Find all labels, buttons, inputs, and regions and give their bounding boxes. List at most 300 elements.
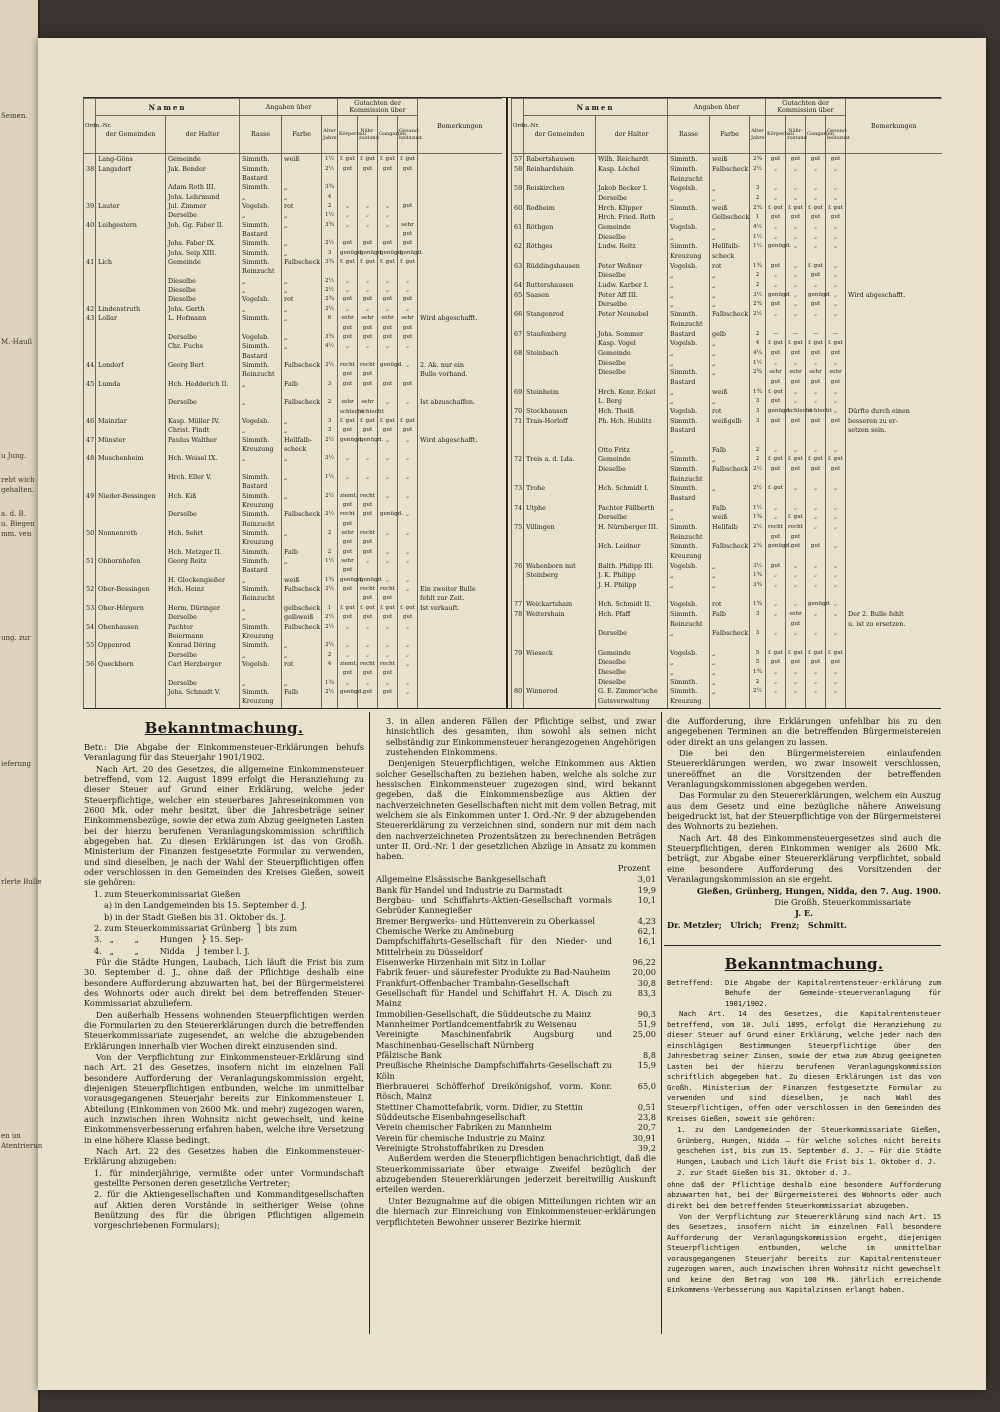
cell-koerperbau: gut [766, 214, 786, 224]
cell-halter: H. Glockengießer [166, 577, 240, 586]
cell-rasse: „ [668, 292, 710, 302]
cell-gemeinde: Ober-Hörgern [96, 605, 166, 614]
cell-ord: 57 [512, 154, 524, 167]
cell-gemeinde: Londorf [96, 362, 166, 371]
table-row [512, 224, 942, 234]
cell-koerperbau [338, 446, 358, 455]
cell-halter: L. Hofmann [166, 315, 240, 324]
cell-rasse: Simmth. [668, 154, 710, 167]
notice1-para-9: die Aufforderung, ihre Erklärungen unfehlbar bis zu den angegebenen Terminen an die betreffenden Bürgermeistereien oder direkt an uns gelangen zu lassen. [667, 716, 941, 747]
cell-gangarten: „ [378, 203, 398, 212]
cell-halter: Hch. Pfaff [596, 611, 668, 621]
company-rate-row [376, 978, 656, 988]
cell-gemeinde [96, 670, 166, 679]
cell-gesundheit [826, 176, 846, 186]
cell-farbe: „ [282, 455, 322, 464]
cell-alter: 2½ [322, 306, 338, 315]
cell-alter [322, 502, 338, 511]
cell-halter: Hch. Weisel IX. [166, 455, 240, 464]
cell-bemerkung: Wird abgeschafft. [418, 315, 502, 324]
cell-rasse: Reinzucht [668, 621, 710, 631]
cell-ord: 69 [512, 389, 524, 399]
cell-halter: Jakob Becker I. [596, 185, 668, 195]
cell-gemeinde: Trohe [524, 485, 596, 495]
cell-gesundheit: sehr [398, 222, 418, 231]
table-row [84, 259, 502, 268]
margin-fragment: gehalten. [1, 486, 35, 494]
cell-alter: 3 [750, 185, 766, 195]
cell-gesundheit: „ [826, 234, 846, 244]
cell-ord: 71 [512, 418, 524, 428]
table-row [512, 311, 942, 321]
cell-rasse: Bastard [668, 427, 710, 437]
cell-alter: 2 [322, 203, 338, 212]
cell-alter: 1½ [322, 154, 338, 166]
cell-gesundheit: gut [826, 466, 846, 476]
company-percent: 15,9 [637, 1060, 656, 1071]
cell-gangarten: gut [806, 301, 826, 311]
cell-halter: Gemeinde [596, 350, 668, 360]
cell-alter: 2¾ [750, 154, 766, 167]
cell-gangarten: recht [378, 586, 398, 595]
cell-halter: Gemeinde [596, 650, 668, 660]
cell-gangarten: „ [806, 447, 826, 457]
cell-gangarten: „ [806, 195, 826, 205]
table-row [512, 389, 942, 399]
cell-gangarten: „ [806, 360, 826, 370]
cell-gemeinde: Wieseck [524, 650, 596, 660]
cell-gemeinde: Münster [96, 437, 166, 446]
company-rate-row [376, 1019, 656, 1029]
table-row [512, 437, 942, 447]
cell-alter: 3½ [750, 292, 766, 302]
cell-farbe: Hellfalb- [710, 243, 750, 253]
cell-farbe [710, 553, 750, 563]
cell-farbe: Falbscheck [282, 259, 322, 268]
cell-naehrzustand: — [786, 331, 806, 341]
table-row [84, 689, 502, 698]
cell-naehrzustand: genügd. [358, 577, 378, 586]
table-row [512, 592, 942, 602]
cell-naehrzustand [358, 446, 378, 455]
cell-alter: 2½ [750, 311, 766, 321]
cell-rasse: Simmth. [240, 240, 282, 249]
cell-koerperbau: „ [338, 680, 358, 689]
cell-naehrzustand: f. gut [786, 205, 806, 215]
cell-alter [750, 321, 766, 331]
cell-halter: Otto Fritz [596, 447, 668, 457]
cell-koerperbau [338, 184, 358, 193]
cell-gesundheit: „ [398, 586, 418, 595]
cell-gangarten: gut [806, 154, 826, 167]
cell-koerperbau: gut [338, 539, 358, 548]
cell-gemeinde: Utphe [524, 505, 596, 515]
cell-naehrzustand: „ [786, 185, 806, 195]
cell-rasse: Kreuzung [668, 698, 710, 708]
cell-ord [84, 567, 96, 576]
cell-gesundheit: f. gut [826, 456, 846, 466]
cell-gemeinde: Staufenberg [524, 331, 596, 341]
cell-farbe: rot [710, 263, 750, 273]
cell-gemeinde: Röthges [524, 243, 596, 253]
cell-koerperbau: sehr [338, 558, 358, 567]
cell-gemeinde [96, 175, 166, 184]
cell-halter: Johs. Sommer [596, 331, 668, 341]
cell-halter: Dieselbe [166, 278, 240, 287]
cell-bemerkung [846, 485, 942, 495]
cell-farbe: rot [282, 661, 322, 670]
cell-gemeinde: Lindenstruth [96, 306, 166, 315]
cell-koerperbau: f. gut [766, 456, 786, 466]
cell-koerperbau [338, 268, 358, 277]
cell-bemerkung [846, 534, 942, 544]
cell-rasse: Simmth. [240, 250, 282, 259]
cell-halter: Johs. Faber IX. [166, 240, 240, 249]
cell-gesundheit: „ [398, 362, 418, 371]
cell-alter: 1 [322, 605, 338, 614]
cell-ord [512, 630, 524, 640]
cell-rasse: Simmth. [668, 369, 710, 379]
cell-rasse: Bastard [240, 483, 282, 492]
cell-farbe: „ [282, 343, 322, 352]
cell-gangarten: „ [806, 243, 826, 253]
cell-alter: 3¾ [322, 334, 338, 343]
company-rate-row [376, 895, 656, 916]
cell-koerperbau: f. gut [338, 259, 358, 268]
cell-gangarten: gut [806, 659, 826, 669]
cell-gesundheit: „ [826, 301, 846, 311]
cell-farbe: Falb [282, 381, 322, 390]
cell-alter: 3 [322, 250, 338, 259]
cell-koerperbau [338, 595, 358, 604]
cell-bemerkung [846, 679, 942, 689]
cell-rasse: „ [668, 350, 710, 360]
cell-farbe: „ [710, 659, 750, 669]
cell-gesundheit: „ [826, 292, 846, 302]
cell-gemeinde: Röthgen [524, 224, 596, 234]
cell-alter: 4½ [322, 343, 338, 352]
cell-gangarten: genügd. [378, 511, 398, 520]
notice2-column [667, 952, 941, 1297]
cell-ord: 52 [84, 586, 96, 595]
cell-ord [512, 572, 524, 582]
col-bemerkungen: Bemerkungen [846, 99, 942, 154]
cell-gesundheit: „ [398, 306, 418, 315]
company-percent: 39,2 [637, 1143, 656, 1154]
cell-koerperbau [766, 437, 786, 447]
table-row [84, 624, 502, 633]
cell-ord [84, 231, 96, 240]
cell-alter: 3 [322, 418, 338, 427]
cell-bemerkung [418, 175, 502, 184]
cell-gesundheit [398, 194, 418, 203]
cell-gangarten: f. gut [806, 205, 826, 215]
table-row [84, 399, 502, 408]
cell-gangarten: „ [378, 306, 398, 315]
cell-rasse: Reinzucht [240, 595, 282, 604]
table-row [512, 698, 942, 708]
cell-bemerkung [418, 154, 502, 166]
cell-gesundheit [398, 567, 418, 576]
cell-farbe: weiß [710, 154, 750, 167]
table-row [512, 640, 942, 650]
cell-koerperbau [338, 194, 358, 203]
cell-gemeinde [96, 240, 166, 249]
cell-rasse: Vogelsb. [668, 408, 710, 418]
cell-farbe: rot [282, 296, 322, 305]
cell-gesundheit: „ [398, 437, 418, 446]
cell-gesundheit: f. gut [826, 340, 846, 350]
cell-gangarten [806, 427, 826, 437]
cell-ord: 60 [512, 205, 524, 215]
cell-gangarten [806, 176, 826, 186]
cell-naehrzustand: „ [786, 389, 806, 399]
cell-bemerkung [846, 698, 942, 708]
cell-farbe [282, 633, 322, 642]
cell-bemerkung [418, 381, 502, 390]
cell-gangarten: „ [378, 530, 398, 539]
cell-gangarten: „ [806, 485, 826, 495]
cell-gesundheit [826, 321, 846, 331]
cell-alter: 2¾ [750, 301, 766, 311]
cell-farbe: „ [282, 240, 322, 249]
cell-farbe: „ [710, 650, 750, 660]
cell-rasse: „ [668, 389, 710, 399]
cell-gemeinde: Ruttershausen [524, 282, 596, 292]
notice1-para-7: Außerdem werden die Steuerpflichtigen benachrichtigt, daß die Steuerkommissariate über etwaige Zweifel bezüglich der abzugebenden Steuererklärungen jederzeit bereitwillig Auskunft erteilen werden. [376, 1153, 656, 1195]
cell-naehrzustand: „ [786, 311, 806, 321]
cell-ord: 59 [512, 185, 524, 195]
cell-naehrzustand: „ [358, 212, 378, 221]
cell-gemeinde [524, 630, 596, 640]
table-row [512, 476, 942, 486]
cell-farbe: Falb [282, 689, 322, 698]
col-koerperbau: Körperbau [338, 116, 358, 154]
notice1-para-3: Den außerhalb Hessens wohnenden Steuerpflichtigen werden die Formularien zu den Steuererklärungen durch die betreffenden Steuerkommissariate zugesendet, an welche die abzugebenden Erklärungen innerhalb vier Wochen direkt einzusenden sind. [84, 1009, 364, 1051]
cell-alter: 1½ [750, 505, 766, 515]
cell-naehrzustand: recht [358, 362, 378, 371]
cell-farbe: „ [282, 287, 322, 296]
cell-naehrzustand: „ [786, 243, 806, 253]
cell-gangarten: „ [806, 582, 826, 592]
cell-alter: 2 [750, 456, 766, 466]
cell-alter: 2½ [750, 166, 766, 176]
cell-bemerkung [418, 530, 502, 539]
cell-alter [750, 427, 766, 437]
cell-farbe: weiß [710, 514, 750, 524]
cell-gemeinde [96, 287, 166, 296]
cell-alter: 1½ [322, 474, 338, 483]
margin-fragment: ung. zur [1, 634, 31, 642]
table-row [512, 292, 942, 302]
cell-gesundheit: „ [398, 661, 418, 670]
notice-separator [664, 945, 941, 946]
cell-naehrzustand [358, 184, 378, 193]
cell-rasse: Simmth. [240, 586, 282, 595]
cell-farbe: „ [282, 194, 322, 203]
cell-koerperbau: recht [338, 511, 358, 520]
cell-naehrzustand: gut [358, 334, 378, 343]
company-name: Süddeutsche Eisenbahngesellschaft [376, 1112, 526, 1123]
cell-gesundheit: gut [826, 379, 846, 389]
cell-bemerkung [846, 630, 942, 640]
cell-farbe: Falbscheck [710, 166, 750, 176]
cell-gangarten: „ [806, 398, 826, 408]
cell-alter [322, 446, 338, 455]
cell-alter: 3 [750, 418, 766, 428]
notice1-title: Bekanntmachung. [144, 719, 304, 737]
cell-halter: Johs. Schmidt V. [166, 689, 240, 698]
cell-gesundheit: „ [398, 399, 418, 408]
table-row [84, 175, 502, 184]
cell-koerperbau: genügd. [338, 437, 358, 446]
cell-gesundheit [826, 698, 846, 708]
cell-alter: 3¾ [322, 259, 338, 268]
cell-alter: 2¾ [322, 296, 338, 305]
cell-gesundheit: „ [826, 611, 846, 621]
cell-koerperbau: „ [338, 278, 358, 287]
cell-koerperbau: „ [338, 212, 358, 221]
table-row [512, 543, 942, 553]
cell-farbe [282, 175, 322, 184]
cell-ord [512, 466, 524, 476]
cell-bemerkung [846, 563, 942, 573]
cell-gangarten [378, 268, 398, 277]
cell-gangarten: „ [806, 185, 826, 195]
cell-gesundheit [398, 502, 418, 511]
table-row [512, 679, 942, 689]
cell-ord [512, 621, 524, 631]
notice1-subject: Betr.: Die Abgabe der Einkommensteuer-Erklärungen behufs Veranlagung für das Steuerjahr 1901/1902. [84, 742, 364, 763]
cell-alter [322, 483, 338, 492]
cell-rasse: Simmth. [240, 558, 282, 567]
cell-bemerkung [418, 343, 502, 352]
cell-koerperbau: recht [338, 362, 358, 371]
notice2-title: Bekanntmachung. [724, 955, 884, 973]
cell-farbe: Falbscheck [710, 311, 750, 321]
cell-rasse: Simmth. [240, 689, 282, 698]
cell-bemerkung [846, 592, 942, 602]
cell-naehrzustand: „ [358, 558, 378, 567]
table-row [512, 427, 942, 437]
cell-gangarten [806, 534, 826, 544]
cell-farbe: „ [710, 350, 750, 360]
cell-naehrzustand: recht [786, 524, 806, 534]
cell-koerperbau: f. gut [338, 154, 358, 166]
cell-alter: 2 [322, 399, 338, 408]
cell-gemeinde [524, 534, 596, 544]
cell-farbe: „ [282, 306, 322, 315]
notice1-para-12: Nach Art. 48 des Einkommensteuergesetzes sind auch die Steuerpflichtigen, deren Einkommen weniger als 2600 Mk. beträgt, zur Abgabe einer Steuererklärung verpflichtet, sobald eine besondere Aufforderung des Vorsitzenden der Veranlagungskommission an sie ergeht. [667, 832, 941, 885]
company-percent: 51,9 [637, 1018, 656, 1029]
cell-naehrzustand: „ [786, 688, 806, 698]
cell-gesundheit [398, 371, 418, 380]
cell-farbe: „ [710, 369, 750, 379]
cell-koerperbau: gut [338, 567, 358, 576]
margin-fragment: en un [1, 1132, 21, 1140]
cell-gesundheit [398, 268, 418, 277]
cell-bemerkung [418, 409, 502, 418]
cell-alter: 2 [322, 530, 338, 539]
cell-gangarten: „ [806, 669, 826, 679]
cell-farbe: Falbscheck [282, 624, 322, 633]
cell-naehrzustand [358, 483, 378, 492]
notice2-subject-label: Betreffend: [667, 978, 714, 987]
cell-gesundheit: „ [826, 389, 846, 399]
cell-gemeinde: Obbornhofen [96, 558, 166, 567]
cell-farbe: „ [710, 272, 750, 282]
cell-naehrzustand: „ [358, 222, 378, 231]
cell-bemerkung [846, 582, 942, 592]
cell-halter: Derselbe [596, 630, 668, 640]
table-row [512, 650, 942, 660]
cell-halter: Kasp. Löchel [596, 166, 668, 176]
cell-koerperbau [338, 231, 358, 240]
company-name: Bierbrauerei Schöfferhof Dreikönigshof, vorm. Konr. Rösch, Mainz [376, 1081, 612, 1102]
cell-rasse: Simmth. [240, 343, 282, 352]
cell-bemerkung [846, 524, 942, 534]
cell-koerperbau: „ [338, 203, 358, 212]
cell-ord [84, 698, 96, 708]
cell-koerperbau: f. gut [766, 485, 786, 495]
cell-halter: Dieselbe [596, 659, 668, 669]
cell-naehrzustand: „ [786, 669, 806, 679]
cell-bemerkung [846, 369, 942, 379]
cell-halter: G. E. Zimmer'sche [596, 688, 668, 698]
cell-halter: Hch. Hedderich II. [166, 381, 240, 390]
table-row [84, 418, 502, 427]
company-rate-row [376, 1060, 656, 1081]
cell-ord [84, 680, 96, 689]
cell-gemeinde: Obenhausen [96, 624, 166, 633]
cell-ord [84, 474, 96, 483]
cell-naehrzustand: gut [358, 549, 378, 558]
cell-gesundheit: gut [826, 418, 846, 428]
cell-alter: 2½ [750, 688, 766, 698]
cell-alter: 2 [322, 652, 338, 661]
cell-rasse: Bastard [240, 353, 282, 362]
notice1-ie: J. E. [794, 908, 814, 919]
cell-alter: 2½ [322, 240, 338, 249]
cell-halter: Beiermann [166, 633, 240, 642]
cell-rasse: Vogelsb. [240, 418, 282, 427]
cell-koerperbau: „ [766, 282, 786, 292]
table-row [512, 321, 942, 331]
cell-halter: Peter Weßner [596, 263, 668, 273]
cell-bemerkung [418, 661, 502, 670]
cell-ord: 47 [84, 437, 96, 446]
company-name: Stettiner Chamottefabrik, vorm. Didier, zu Stettin [376, 1101, 583, 1112]
cell-halter: Derselbe [166, 212, 240, 221]
cell-alter: 3¾ [750, 582, 766, 592]
cell-farbe: „ [710, 563, 750, 573]
cell-gemeinde: Mainzlar [96, 418, 166, 427]
cell-gemeinde [96, 511, 166, 520]
table-row [512, 263, 942, 273]
cell-gemeinde: Steinheim [524, 389, 596, 399]
cell-halter: Kasp. Vogel [596, 340, 668, 350]
cell-koerperbau: „ [338, 455, 358, 464]
cell-rasse: Vogelsb. [668, 601, 710, 611]
cell-halter: J. K. Philipp [596, 572, 668, 582]
margin-fragment: u. Biegen [1, 520, 35, 528]
cell-koerperbau [766, 321, 786, 331]
cell-halter: Ph. Hch. Hublitz [596, 418, 668, 428]
table-row [84, 334, 502, 343]
cell-gangarten [378, 465, 398, 474]
cell-rasse: Vogelsb. [668, 224, 710, 234]
cell-farbe [282, 698, 322, 708]
